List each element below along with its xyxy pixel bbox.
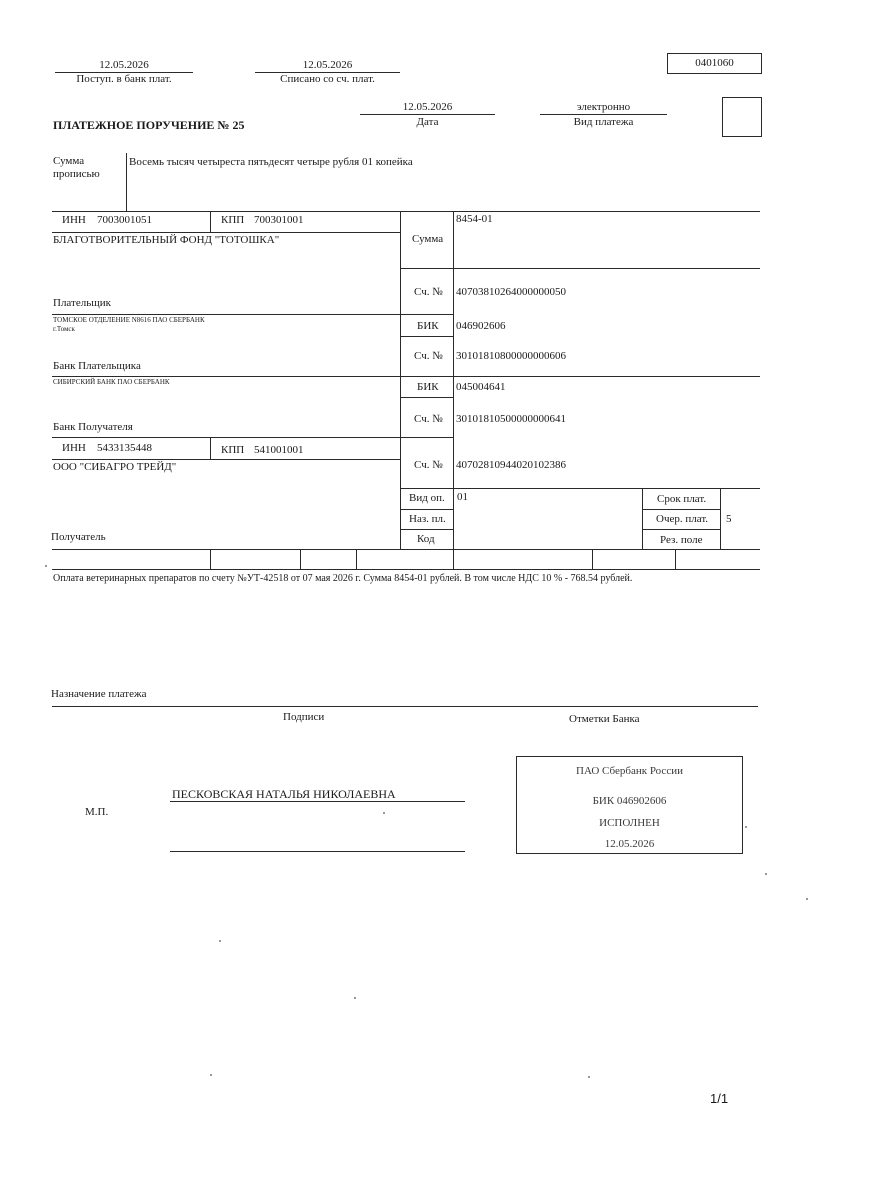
- scan-speck: [765, 873, 767, 875]
- order-date-label: Дата: [416, 116, 439, 128]
- divider: [400, 509, 453, 510]
- page-number: 1/1: [710, 1091, 729, 1106]
- divider: [52, 706, 758, 707]
- payment-type-label: Вид платежа: [573, 116, 634, 128]
- recipient-bank-account-label: Сч. №: [414, 413, 443, 425]
- scan-speck: [45, 565, 47, 567]
- mp-label: М.П.: [85, 806, 109, 818]
- divider: [675, 549, 676, 569]
- divider: [642, 488, 643, 549]
- ocher-label: Очер. плат.: [656, 513, 709, 525]
- payer-name: БЛАГОТВОРИТЕЛЬНЫЙ ФОНД "ТОТОШКА": [53, 234, 280, 246]
- stamp-status: ИСПОЛНЕН: [599, 817, 660, 829]
- scan-speck: [219, 940, 221, 942]
- divider: [400, 397, 453, 398]
- divider: [642, 529, 720, 530]
- bank-stamp: [516, 756, 743, 854]
- recipient-account-label: Сч. №: [414, 459, 443, 471]
- date-debited-value: 12.05.2026: [302, 59, 353, 71]
- recipient-account: 40702810944020102386: [456, 459, 566, 471]
- payer-bank-city: г.Томск: [53, 325, 75, 333]
- scan-speck: [354, 997, 356, 999]
- divider: [300, 549, 301, 569]
- date-received-value: 12.05.2026: [99, 59, 149, 71]
- payer-bank-name: ТОМСКОЕ ОТДЕЛЕНИЕ N8616 ПАО СБЕРБАНК: [53, 316, 205, 324]
- recipient-kpp-label: КПП: [221, 444, 245, 456]
- divider: [52, 549, 760, 550]
- divider: [52, 569, 760, 570]
- payer-bank-account-label: Сч. №: [414, 350, 443, 362]
- signature-line: [170, 851, 465, 852]
- bank-marks-label: Отметки Банка: [569, 713, 640, 725]
- payer-sum: 8454-01: [456, 213, 493, 225]
- date-received-label: Поступ. в банк плат.: [76, 73, 172, 85]
- stamp-empty-box: [722, 97, 762, 137]
- amount-words-label-2: прописью: [53, 168, 100, 180]
- scan-speck: [588, 1076, 590, 1078]
- payer-bank-bik: 046902606: [456, 320, 506, 332]
- divider: [642, 509, 720, 510]
- recipient-label: Получатель: [51, 531, 106, 543]
- divider: [453, 211, 454, 569]
- form-code: 0401060: [695, 57, 734, 69]
- divider: [52, 211, 760, 212]
- divider: [400, 488, 760, 489]
- scan-speck: [210, 1074, 212, 1076]
- divider: [52, 376, 760, 377]
- vid-op-value: 01: [457, 491, 468, 503]
- payer-label: Плательщик: [53, 297, 111, 309]
- divider: [52, 314, 453, 315]
- purpose-label: Назначение платежа: [51, 688, 147, 700]
- payer-account-label: Сч. №: [414, 286, 443, 298]
- divider: [400, 268, 760, 269]
- stamp-bik: БИК 046902606: [592, 795, 667, 807]
- payer-bank-account: 30101810800000000606: [456, 350, 566, 362]
- recipient-inn-label: ИНН: [62, 442, 86, 454]
- divider: [400, 211, 401, 549]
- naz-pl-label: Наз. пл.: [409, 513, 446, 525]
- scan-speck: [806, 898, 808, 900]
- signatures-label: Подписи: [283, 711, 325, 723]
- payer-account: 40703810264000000050: [456, 286, 566, 298]
- payment-type-value: электронно: [576, 101, 631, 113]
- vid-op-label: Вид оп.: [409, 492, 445, 504]
- srok-label: Срок плат.: [657, 493, 707, 505]
- stamp-bank-name: ПАО Сбербанк России: [576, 765, 683, 777]
- divider: [52, 232, 400, 233]
- divider: [52, 437, 453, 438]
- recipient-name: ООО "СИБАГРО ТРЕЙД": [53, 461, 177, 473]
- divider: [356, 549, 357, 569]
- page-title: ПЛАТЕЖНОЕ ПОРУЧЕНИЕ № 25: [53, 118, 245, 132]
- payer-bank-bik-label: БИК: [417, 320, 439, 332]
- recipient-bank-label: Банк Получателя: [53, 421, 133, 433]
- recipient-bank-bik-label: БИК: [417, 381, 439, 393]
- date-debited-label: Списано со сч. плат.: [280, 73, 375, 85]
- divider: [400, 336, 453, 337]
- payer-bank-label: Банк Плательщика: [53, 360, 141, 372]
- recipient-bank-name: СИБИРСКИЙ БАНК ПАО СБЕРБАНК: [53, 378, 170, 386]
- signature-line: [170, 801, 465, 802]
- rez-label: Рез. поле: [660, 534, 703, 546]
- recipient-kpp: 541001001: [254, 444, 304, 456]
- kod-label: Код: [417, 533, 435, 545]
- divider: [210, 211, 211, 232]
- divider: [540, 114, 667, 115]
- payer-kpp: 700301001: [254, 214, 304, 226]
- amount-words-value: Восемь тысяч четыреста пятьдесят четыре рубля 01 копейка: [129, 156, 413, 168]
- divider: [592, 549, 593, 569]
- amount-words-label-1: Сумма: [53, 155, 85, 167]
- scan-speck: [745, 826, 747, 828]
- signer-name: ПЕСКОВСКАЯ НАТАЛЬЯ НИКОЛАЕВНА: [172, 787, 396, 801]
- recipient-inn: 5433135448: [97, 442, 152, 454]
- purpose-text: Оплата ветеринарных препаратов по счету №УТ-42518 от 07 мая 2026 г. Сумма 8454-01 рублей. В том числе НДС 10 % - 768.54 рублей.: [53, 573, 633, 584]
- payer-kpp-label: КПП: [221, 214, 245, 226]
- divider: [52, 459, 400, 460]
- recipient-bank-bik: 045004641: [456, 381, 506, 393]
- divider: [210, 549, 211, 569]
- divider: [210, 437, 211, 459]
- payer-sum-label: Сумма: [412, 233, 444, 245]
- stamp-date: 12.05.2026: [604, 838, 655, 850]
- form-code-box: [667, 53, 762, 74]
- scan-speck: [383, 812, 385, 814]
- ocher-value: 5: [726, 513, 732, 525]
- order-date-value: 12.05.2026: [402, 101, 453, 113]
- recipient-bank-account: 30101810500000000641: [456, 413, 566, 425]
- divider: [126, 153, 127, 211]
- divider: [720, 488, 721, 549]
- divider: [360, 114, 495, 115]
- payer-inn-label: ИНН: [62, 214, 86, 226]
- payer-inn: 7003001051: [97, 214, 152, 226]
- divider: [400, 529, 453, 530]
